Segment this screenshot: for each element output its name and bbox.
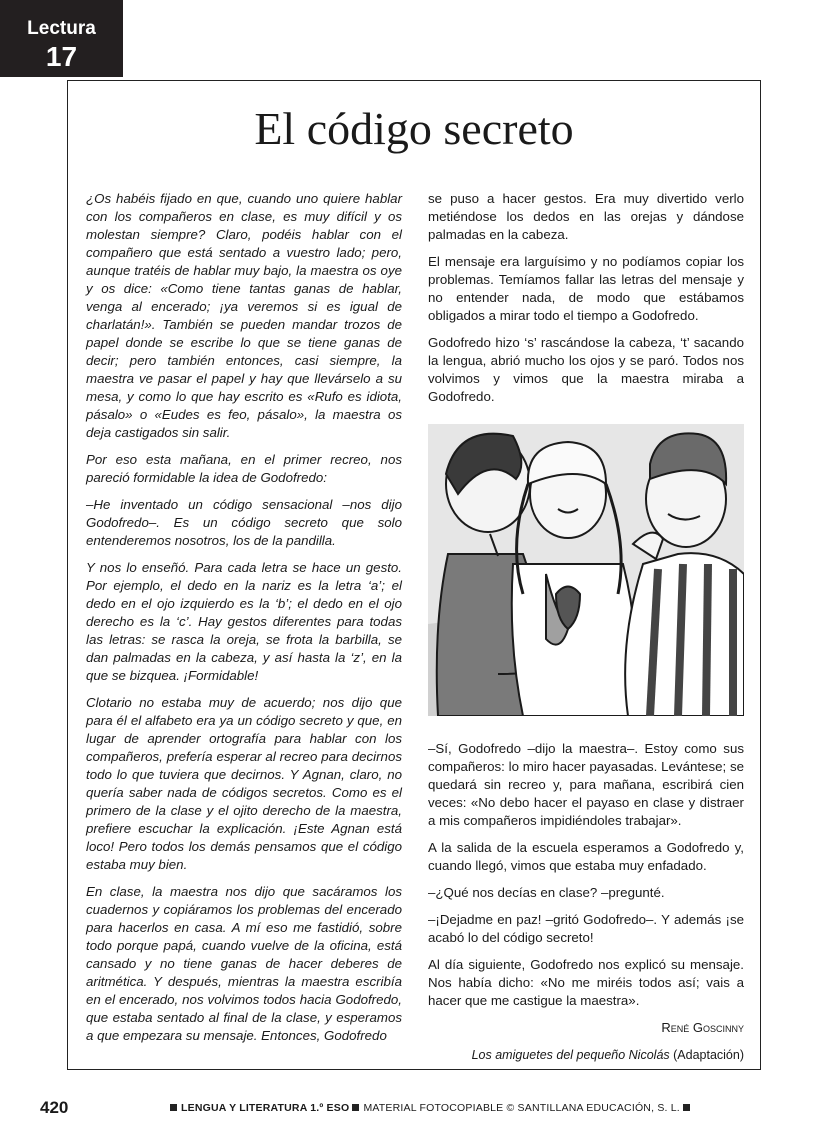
paragraph: –He inventado un código sensacional –nos dijo Godofredo–. Es un código secreto que solo entenderemos nosotros, los de la pandilla.: [86, 497, 402, 548]
lectura-number: 17: [45, 41, 78, 72]
right-column-bottom: [428, 740, 744, 1073]
left-column: [86, 190, 402, 1054]
paragraph: Godofredo hizo ‘s’ rascándose la cabeza, ‘t’ sacando la lengua, abrió mucho los ojos y se paró. Todos nos volvimos y vimos que la maestra miraba a Godofredo.: [428, 335, 744, 404]
paragraph: –¡Dejadme en paz! –gritó Godofredo–. Y además ¡se acabó lo del código secreto!: [428, 912, 744, 945]
adaptation-note: (Adaptación): [673, 1048, 744, 1062]
paragraph: se puso a hacer gestos. Era muy divertido verlo metiéndose los dedos en las orejas y dándose palmadas en la cabeza.: [428, 191, 744, 242]
square-bullet-icon: [683, 1104, 690, 1111]
paragraph: –Sí, Godofredo –dijo la maestra–. Estoy como sus compañeros: lo miro hacer payasadas. Levántese; se quedará sin recreo y, para mañana, escribirá cien veces: «No debo hacer el payaso en clase y distraer a mis compañeros impidiéndoles trabajar».: [428, 741, 744, 828]
paragraph: Clotario no estaba muy de acuerdo; nos dijo que para él el alfabeto era ya un código secreto y que, en lugar de aprender ortografía para hablar con los compañeros, prefería esperar al recreo para decirnos todo lo que tuviera que decirnos. Y Agnan, claro, no quería saber nada de códigos secretos. Como es el primero de la clase y el ojito derecho de la maestra, prefiere escuchar la explicación. ¡Este Agnan está loco! Pero todos los demás pensamos que el código estaba muy bien.: [86, 695, 402, 872]
footer-subject: LENGUA Y LITERATURA 1.º ESO: [181, 1102, 350, 1114]
paragraph: ¿Os habéis fijado en que, cuando uno quiere hablar con los compañeros en clase, es muy difícil y os molestan siempre? Claro, podéis hablar con el compañero que está sentado a vuestro lado; pero, aunque tratéis de hablar muy bajo, la maestra os oye y os dice: «Como tiene tantas ganas de hablar, venga al encerado; ¡ya veremos si es igual de charlatán!». También se pueden mandar trozos de papel donde se escribe lo que se tiene ganas de decir; pero también entonces, casi siempre, la maestra ve pasar el papel y hay que llevárselo a su mesa, y como lo que hay escrito es «Rufo es idiota, pásalo» o «Eudes es feo, pásalo», la maestra os deja castigados sin salir.: [86, 191, 402, 440]
page-number: 420: [40, 1098, 69, 1117]
paragraph: –¿Qué nos decías en clase? –pregunté.: [428, 885, 665, 900]
paragraph: Por eso esta mañana, en el primer recreo, nos pareció formidable la idea de Godofredo:: [86, 452, 402, 485]
lectura-tag: [0, 0, 123, 77]
footer-rights: MATERIAL FOTOCOPIABLE © SANTILLANA EDUCACIÓN, S. L.: [363, 1102, 680, 1114]
paragraph: En clase, la maestra nos dijo que sacáramos los cuadernos y copiáramos los problemas del encerado para hacerlos en casa. A mí eso me fastidió, sobre todo porque papá, cuando vuelve de la oficina, está cansado y no tiene ganas de hacer deberes de aritmética. Y después, mientras la maestra escribía en el encerado, nos volvimos todos hacia Godofredo, que estaba sentado al final de la clase, y esperamos a que empezara su mensaje. Entonces, Godofredo: [86, 884, 402, 1043]
paragraph: Al día siguiente, Godofredo nos explicó su mensaje. Nos había dicho: «No me miréis todos así; vais a hacer que me castigue la maestra».: [428, 957, 744, 1008]
paragraph: El mensaje era larguísimo y no podíamos copiar los problemas. Temíamos fallar las letras del mensaje y no entender nada, de modo que estábamos obligados a mirar todo el tiempo a Godofredo.: [428, 254, 744, 323]
source-line: [428, 1046, 744, 1064]
right-column-top: [428, 190, 744, 415]
paragraph: Y nos lo enseñó. Para cada letra se hace un gesto. Por ejemplo, el dedo en la nariz es la letra ‘a’; el dedo en el ojo izquierdo es la ‘b’; el dedo en el ojo derecho es la ‘c’. Hay gestos diferentes para todas las letras: se rasca la oreja, se frota la barbilla, se dan palmadas en la cabeza, y así hasta la ‘z’, en la que se bizquea. ¡Formidable!: [86, 560, 402, 683]
square-bullet-icon: [352, 1104, 359, 1111]
book-title: Los amiguetes del pequeño Nicolás: [471, 1048, 670, 1062]
lectura-label: Lectura: [27, 18, 96, 39]
footer-line: [170, 1102, 694, 1114]
square-bullet-icon: [170, 1104, 177, 1111]
paragraph: A la salida de la escuela esperamos a Godofredo y, cuando llegó, vimos que estaba muy enfadado.: [428, 840, 744, 873]
children-illustration: [428, 424, 744, 716]
author-name: René Goscinny: [661, 1020, 744, 1035]
page-title: El código secreto: [254, 103, 574, 154]
